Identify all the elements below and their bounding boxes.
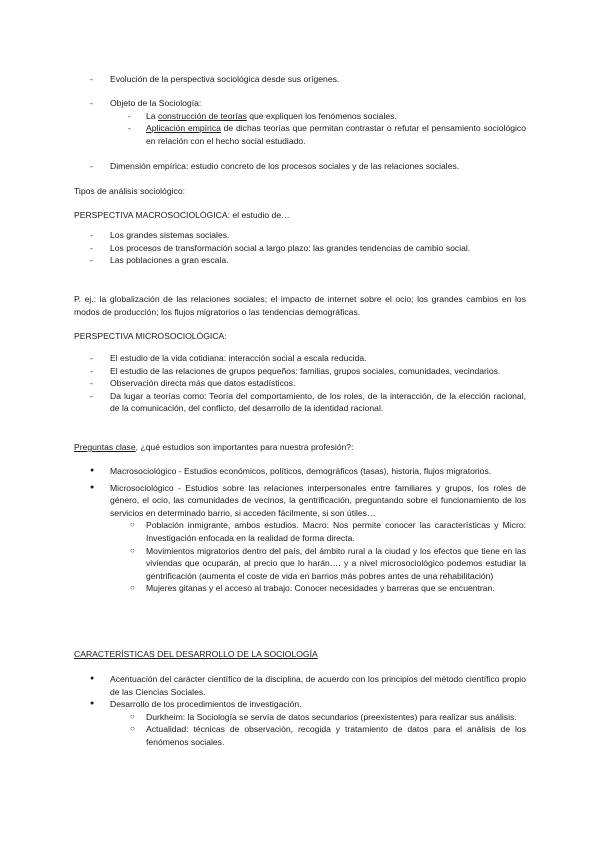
dimension-section <box>74 160 526 173</box>
list-item-text: Microsociológico - Estudios sobre las relaciones interpersonales entre familiares y grupos, los roles de género, el ocio, las comunidades de vecinos, la gentrificación, preguntando sobre el funcionamiento de los servicios en determinado barrio, si acceden fácilmente, si son útiles… <box>110 482 526 518</box>
dash-marker: - <box>128 123 131 134</box>
list-item-text: El estudio de la vida cotidiana: interacción social a escala reducida. <box>110 353 367 363</box>
caracteristicas-heading: CARACTERÍSTICAS DEL DESARROLLO DE LA SOCIOLOGÍA <box>74 649 318 659</box>
circle-marker: ○ <box>130 711 135 721</box>
dash-marker: - <box>90 74 93 84</box>
sub-item-text: La <box>146 110 158 121</box>
sub-list-item <box>74 711 526 724</box>
tipos-heading: Tipos de análisis sociológico: <box>74 186 185 196</box>
sub-list-item <box>74 582 526 595</box>
list-item <box>74 242 526 255</box>
list-item-text: El estudio de las relaciones de grupos pequeños: familias, grupos sociales, comunidades, vecindarios. <box>110 365 501 376</box>
sub-item-text: Movimientos migratorios dentro del país, del ámbito rural a la ciudad y los efectos que tiene en las viviendas que ocuparán, al precio que lo harán…. y a nivel microsociológico podemos estudiar la gentrificación (aumenta el coste de vida en barrios más pobres antes de una rehabilitación) <box>146 545 526 581</box>
dash-marker: - <box>90 255 93 266</box>
sub-item-text: de dichas teorías que permitan contrastar o refutar el pensamiento sociológico en relación con el hecho social estudiado. <box>146 123 526 146</box>
bullet-marker: ● <box>90 467 95 474</box>
sub-list-item <box>74 122 526 147</box>
preguntas-list <box>74 465 526 595</box>
objeto-section <box>74 97 526 147</box>
bullet-marker: ● <box>90 483 95 491</box>
micro-list <box>74 352 526 415</box>
list-item <box>74 160 526 173</box>
macro-heading: PERSPECTIVA MACROSOCIOLÓGICA: el estudio de… <box>74 210 290 220</box>
preguntas-text: , ¿qué estudios son importantes para nuestra profesión?: <box>135 442 354 452</box>
list-item <box>74 673 526 698</box>
list-item <box>74 365 526 378</box>
list-item-text: Observación directa más que datos estadísticos. <box>110 378 296 389</box>
list-item-text: Los procesos de transformación social a largo plazo: las grandes tendencias de cambio social. <box>110 242 471 253</box>
sub-list-item <box>74 723 526 748</box>
bullet-marker: ● <box>90 675 95 682</box>
circle-marker: ○ <box>130 545 135 555</box>
list-item <box>74 254 526 267</box>
list-item <box>74 229 526 242</box>
list-item <box>74 352 526 365</box>
sub-item-text: Mujeres gitanas y el acceso al trabajo. Conocer necesidades y barreras que se encuentran. <box>146 583 495 594</box>
list-item <box>74 390 526 415</box>
list-item-text: Acentuación del carácter científico de la disciplina, de acuerdo con los principios del método científico propio de las Ciencias Sociales. <box>110 674 526 697</box>
micro-heading: PERSPECTIVA MICROSOCIOLÓGICA: <box>74 331 227 341</box>
list-item-text: Los grandes sistemas sociales. <box>110 230 230 240</box>
sub-item-text: que expliquen los fenómenos sociales. <box>246 110 397 121</box>
list-item <box>74 698 526 711</box>
sub-item-text: Población inmigrante, ambos estudios. Macro: Nos permite conocer las características y Micro: Investigación enfocada en la realidad de forma directa. <box>146 520 526 543</box>
dash-marker: - <box>90 353 93 363</box>
underlined-term: Aplicación empírica <box>146 123 221 134</box>
bullet-marker: ● <box>90 700 95 708</box>
macro-list <box>74 229 526 267</box>
list-item-text: Objeto de la Sociología: <box>110 98 202 108</box>
list-item <box>74 97 526 110</box>
preguntas-label: Preguntas clase <box>74 442 136 452</box>
list-item-text: Macrosociológico - Estudios económicos, políticos, demográficos (tasas), historia, flujos migratorios. <box>110 466 492 476</box>
macro-example: P. ej.: la globalización de las relaciones sociales; el impacto de internet sobre el ocio; los grandes cambios en los modos de producción; los flujos migratorios o las tendencias demográficas. <box>74 294 526 317</box>
preguntas-heading <box>74 441 526 454</box>
list-item-text: Evolución de la perspectiva sociológica desde sus orígenes. <box>110 74 340 84</box>
sub-list-item <box>74 519 526 544</box>
dash-marker: - <box>90 378 93 389</box>
dash-marker: - <box>90 230 93 240</box>
list-item-text: Dimensión empírica: estudio concreto de los procesos sociales y de las relaciones sociales. <box>110 161 460 171</box>
caracteristicas-list <box>74 673 526 749</box>
dash-marker: - <box>90 161 93 171</box>
list-item <box>74 73 526 86</box>
sub-item-text: Actualidad: técnicas de observación, recogida y tratamiento de datos para el análisis de los fenómenos sociales. <box>146 724 526 747</box>
sub-list-item <box>74 545 526 583</box>
circle-marker: ○ <box>130 583 135 593</box>
circle-marker: ○ <box>130 520 135 530</box>
list-item-text: Da lugar a teorías como: Teoría del comportamiento, de los roles, de la interacción, de la elección racional, de la comunicación, del conflicto, del desarrollo de la identidad racional. <box>110 390 526 414</box>
sub-item-text: Durkheim: la Sociología se servía de datos secundarios (preexistentes) para realizar sus análisis. <box>146 711 517 722</box>
circle-marker: ○ <box>130 724 135 734</box>
dash-marker: - <box>90 390 93 401</box>
list-item <box>74 377 526 390</box>
sub-list-item <box>74 110 526 123</box>
list-item <box>74 482 526 520</box>
list-item-text: Las poblaciones a gran escala. <box>110 255 229 266</box>
list-item <box>74 465 526 478</box>
dash-marker: - <box>90 98 93 108</box>
intro-section <box>74 73 526 86</box>
list-item-text: Desarrollo de los procedimientos de investigación. <box>110 699 302 710</box>
dash-marker: - <box>90 242 93 253</box>
dash-marker: - <box>128 110 131 121</box>
dash-marker: - <box>90 365 93 376</box>
underlined-term: construcción de teorías <box>157 110 247 121</box>
